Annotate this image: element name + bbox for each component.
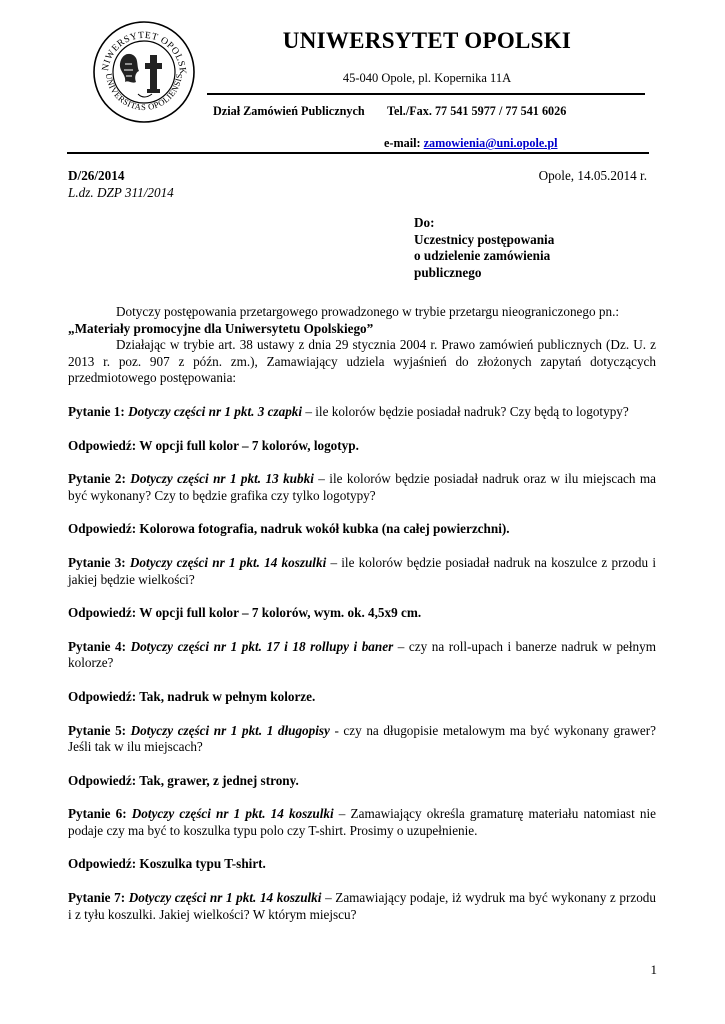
recipient-block [414, 215, 554, 281]
question-label: Pytanie 2: [68, 471, 126, 487]
question-text: – ile kolorów będzie posiadał nadruk? Czy będą to logotypy? [302, 403, 629, 419]
university-address: 45-040 Opole, pl. Kopernika 11A [342, 71, 512, 85]
question-text: – czy na roll-upach i banerze nadruk w pełnym kolorze? [68, 638, 656, 671]
letter-body [68, 304, 656, 923]
question-1 [68, 404, 656, 421]
answer-1: Odpowiedź: W opcji full kolor – 7 kolorów, logotyp. [68, 437, 359, 453]
place-date: Opole, 14.05.2014 r. [538, 168, 647, 183]
intro-paragraph-1: Dotyczy postępowania przetargowego prowadzonego w trybie przetargu nieograniczonego pn.: [116, 304, 620, 319]
intro-paragraph-2: Działając w trybie art. 38 ustawy z dnia 29 stycznia 2004 r. Prawo zamówień publicznych (Dz. U. z 2013 r. poz. 907 z późn. zm.), Zamawiający udziela wyjaśnień do złożonych zapytań dotyczących przedmiotowego postępowania: [68, 337, 656, 386]
question-label: Pytanie 4: [68, 638, 127, 654]
university-name: UNIWERSYTET OPOLSKI [282, 28, 572, 53]
letterhead-divider [67, 152, 649, 154]
email-line [384, 136, 558, 151]
question-2 [68, 471, 656, 504]
tender-title: „Materiały promocyjne dla Uniwersytetu Opolskiego” [68, 320, 374, 336]
question-text: – ile kolorów będzie posiadał nadruk oraz w ilu miejscach ma być wykonany? Czy to będzie grafika czy tylko logotypy? [68, 471, 657, 503]
svg-text:UNIVERSITAS OPOLIENSIS: UNIVERSITAS OPOLIENSIS [103, 72, 185, 113]
question-label: Pytanie 5: [68, 722, 127, 738]
recipient-line: publicznego [414, 264, 482, 280]
question-text: – Zamawiający określa gramaturę materiału natomiast nie podaje czy ma być to koszulka typu polo czy T-shirt. Prosimy o uzupełnienie. [68, 806, 656, 838]
recipient-line: Uczestnicy postępowania [414, 231, 555, 247]
question-subject: Dotyczy części nr 1 pkt. 14 koszulki [131, 806, 334, 822]
question-5 [68, 723, 656, 756]
tel-fax: Tel./Fax. 77 541 5977 / 77 541 6026 [387, 104, 567, 118]
question-subject: Dotyczy części nr 1 pkt. 1 długopisy [130, 722, 330, 738]
question-4 [68, 639, 656, 672]
answer-5: Odpowiedź: Tak, grawer, z jednej strony. [68, 772, 299, 788]
university-seal-logo [92, 20, 196, 124]
answer-3: Odpowiedź: W opcji full kolor – 7 kolorów, wym. ok. 4,5x9 cm. [68, 605, 422, 621]
question-subject: Dotyczy części nr 1 pkt. 14 koszulki [128, 890, 322, 906]
department-name: Dział Zamówień Publicznych [213, 104, 365, 118]
answer-2: Odpowiedź: Kolorowa fotografia, nadruk wokół kubka (na całej powierzchni). [68, 521, 510, 537]
answer-4: Odpowiedź: Tak, nadruk w pełnym kolorze. [68, 688, 316, 704]
question-subject: Dotyczy części nr 1 pkt. 17 i 18 rollupy i baner [130, 638, 394, 654]
email-link[interactable]: zamowienia@uni.opole.pl [423, 136, 558, 150]
question-text: – ile kolorów będzie posiadał nadruk na koszulce z przodu i jakiej będzie wielkości? [68, 554, 656, 587]
recipient-line: Do: [414, 215, 435, 230]
page-number: 1 [650, 962, 657, 977]
question-text: – Zamawiający podaje, iż wydruk ma być wykonany z przodu i z tyłu koszulki. Jakiej wielkości? W którym miejscu? [68, 890, 656, 922]
question-3 [68, 555, 656, 588]
recipient-line: o udzielenie zamówienia [414, 248, 551, 263]
question-subject: Dotyczy części nr 1 pkt. 14 koszulki [129, 554, 327, 570]
email-label: e-mail: [384, 136, 424, 150]
question-label: Pytanie 3: [68, 554, 126, 570]
question-label: Pytanie 1: [68, 403, 125, 419]
question-label: Pytanie 7: [68, 890, 126, 906]
reference-number: D/26/2014 [68, 168, 125, 183]
question-label: Pytanie 6: [68, 806, 127, 822]
question-6 [68, 806, 656, 839]
question-7 [68, 890, 656, 923]
question-subject: Dotyczy części nr 1 pkt. 13 kubki [130, 471, 314, 487]
answer-6: Odpowiedź: Koszulka typu T-shirt. [68, 856, 266, 872]
ldz-number: L.dz. DZP 311/2014 [68, 185, 174, 200]
svg-text:UNIWERSYTET OPOLSKI: NIWERSYTET OPOLSK [100, 29, 189, 76]
question-subject: Dotyczy części nr 1 pkt. 3 czapki [128, 403, 303, 419]
header-divider [207, 93, 645, 95]
question-text: - czy na długopisie metalowym ma być wykonany grawer? Jeśli tak w ilu miejscach? [68, 722, 656, 755]
